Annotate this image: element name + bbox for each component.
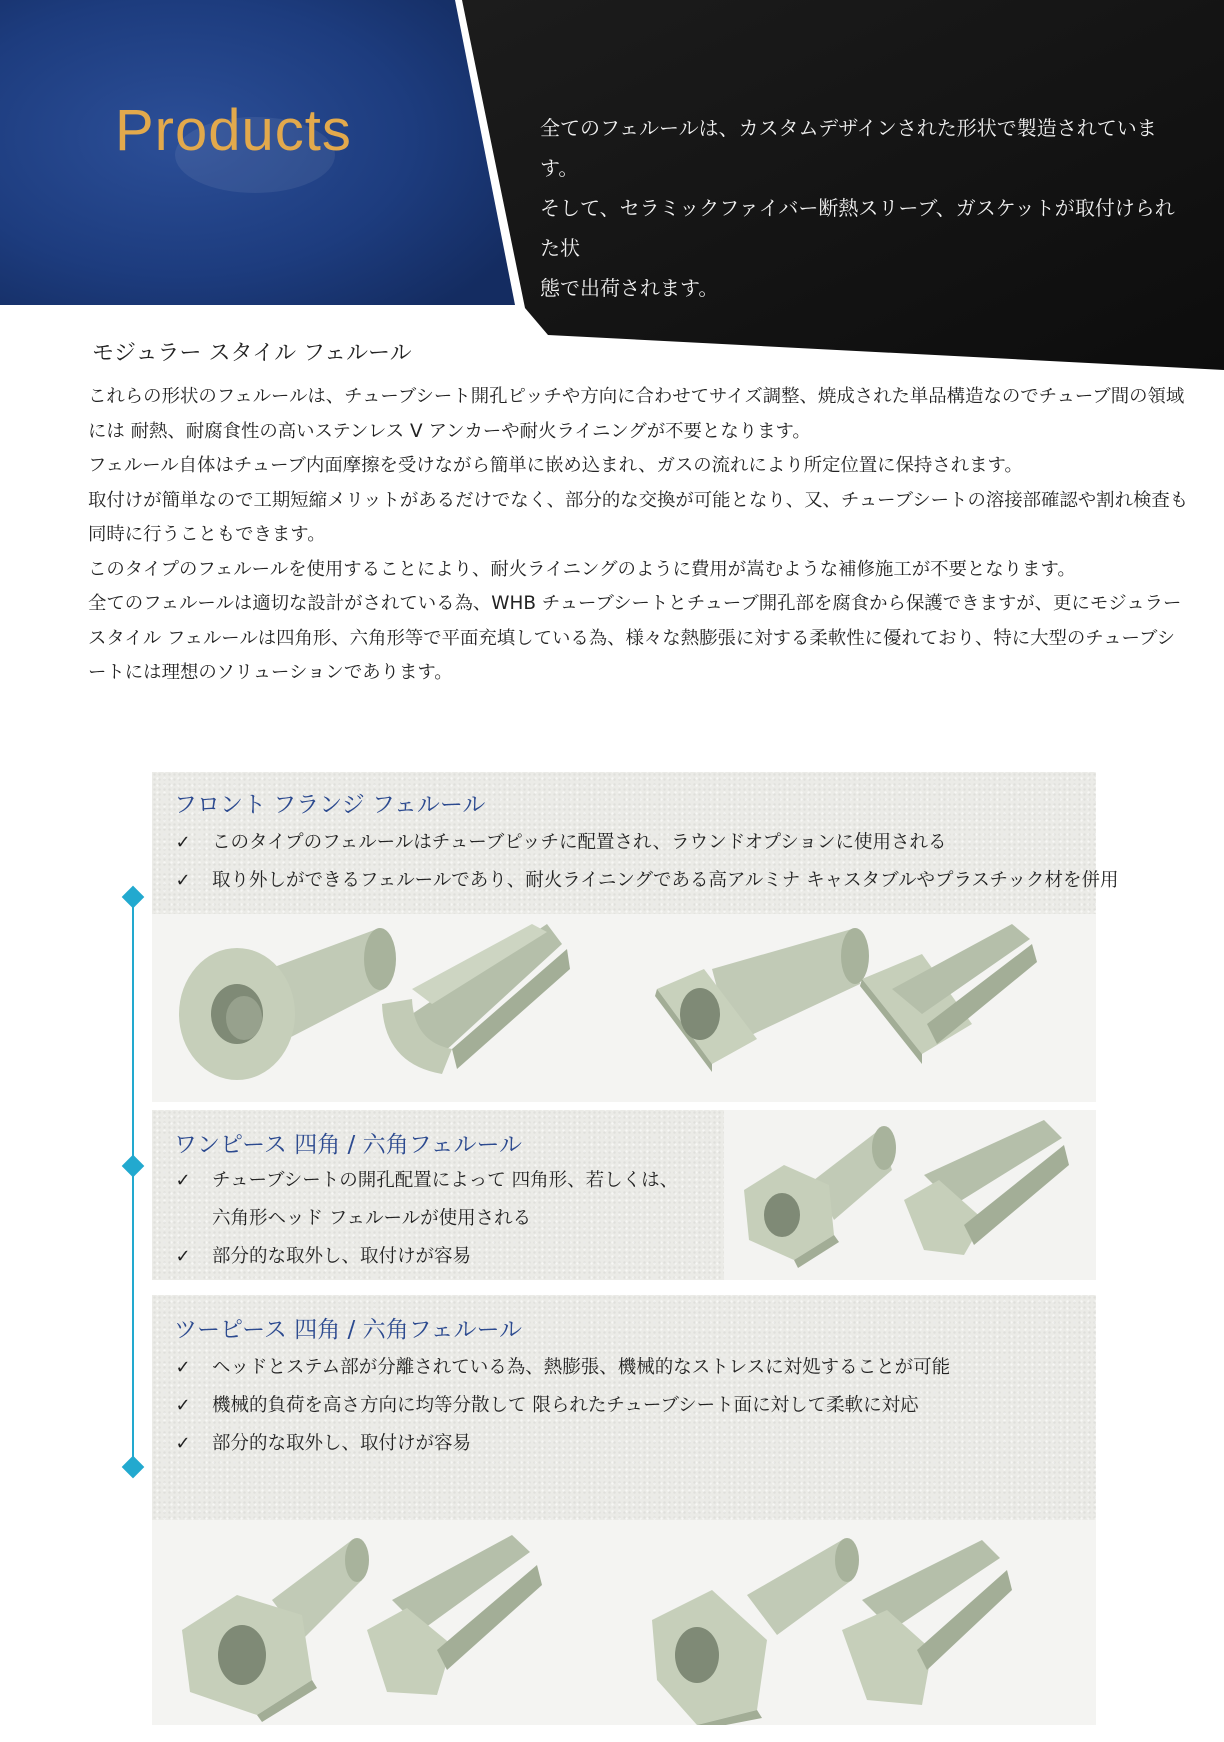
feature-item <box>168 1162 678 1200</box>
timeline-diamond <box>122 1456 145 1479</box>
feature-list <box>168 824 1118 900</box>
feature-text: 部分的な取外し、取付けが容易 <box>212 1433 472 1454</box>
intro-paragraph: これらの形状のフェルールは、チューブシート開孔ピッチや方向に合わせてサイズ調整、焼成された単品構造なのでチューブ間の領域には 耐熱、耐腐食性の高いステンレス V アンカーや耐火ライニングが不要となります。 <box>88 386 1185 442</box>
feature-item <box>168 824 1118 862</box>
one-piece-ferrule-images <box>724 1110 1096 1280</box>
products-title: Products <box>115 98 352 163</box>
two-piece-ferrule-images <box>152 1520 1096 1725</box>
check-icon: ✓ <box>175 1170 191 1191</box>
feature-text: 部分的な取外し、取付けが容易 <box>212 1246 472 1267</box>
intro-paragraph: 全てのフェルールは適切な設計がされている為、WHB チューブシートとチューブ開孔部を腐食から保護できますが、更にモジュラースタイル フェルールは四角形、六角形等で平面充填している為、様々な熱膨張に対する柔軟性に優れており、特に大型のチューブシートには理想のソリューションであります。 <box>88 593 1182 683</box>
feature-item-continuation <box>168 1200 678 1238</box>
intro-text <box>88 380 1193 691</box>
check-icon: ✓ <box>175 832 191 853</box>
check-icon: ✓ <box>175 1395 191 1416</box>
feature-text: チューブシートの開孔配置によって 四角形、若しくは、 <box>212 1170 679 1191</box>
feature-item <box>168 1238 678 1276</box>
feature-text: 機械的負荷を高さ方向に均等分散して 限られたチューブシート面に対して柔軟に対応 <box>212 1395 919 1416</box>
check-icon: ✓ <box>175 870 191 891</box>
header-line: 全てのフェルールは、カスタムデザインされた形状で製造されています。 <box>540 116 1157 180</box>
feature-item <box>168 862 1118 900</box>
header-description <box>540 108 1180 308</box>
timeline-diamond <box>122 886 145 909</box>
panel-front-flange <box>152 772 1119 1102</box>
intro-paragraph: このタイプのフェルールを使用することにより、耐火ライニングのように費用が嵩むような補修施工が不要となります。 <box>88 558 1076 580</box>
header-banner <box>0 0 1224 370</box>
check-icon: ✓ <box>175 1357 191 1378</box>
feature-text: ヘッドとステム部が分離されている為、熱膨張、機械的なストレスに対処することが可能 <box>212 1357 951 1378</box>
feature-list <box>168 1162 678 1276</box>
header-line: そして、セラミックファイバー断熱スリーブ、ガスケットが取付けられた状 <box>540 196 1175 260</box>
check-icon: ✓ <box>175 1246 191 1267</box>
feature-text: 取り外しができるフェルールであり、耐火ライニングである高アルミナ キャスタブルやプラスチック材を併用 <box>212 870 1119 891</box>
header-line: 態で出荷されます。 <box>540 276 719 300</box>
feature-item <box>168 1425 950 1463</box>
intro-paragraph: フェルール自体はチューブ内面摩擦を受けながら簡単に嵌め込まれ、ガスの流れにより所定位置に保持されます。 <box>88 455 1023 476</box>
section-heading: モジュラー スタイル フェルール <box>92 341 412 366</box>
panel-title: ツーピース 四角 / 六角フェルール <box>174 1317 523 1343</box>
feature-list <box>168 1349 950 1463</box>
feature-item <box>168 1387 950 1425</box>
feature-text: 六角形ヘッド フェルールが使用される <box>212 1208 532 1229</box>
panel-title: フロント フランジ フェルール <box>174 792 486 818</box>
panel-one-piece <box>152 1110 1096 1280</box>
timeline-line <box>132 897 134 1467</box>
intro-paragraph: 取付けが簡単なので工期短縮メリットがあるだけでなく、部分的な交換が可能となり、又、チューブシートの溶接部確認や割れ検査も同時に行うこともできます。 <box>88 489 1189 545</box>
timeline-diamond <box>122 1155 145 1178</box>
check-icon: ✓ <box>175 1433 191 1454</box>
feature-text: このタイプのフェルールはチューブピッチに配置され、ラウンドオプションに使用される <box>212 832 947 853</box>
feature-item <box>168 1349 950 1387</box>
panel-title: ワンピース 四角 / 六角フェルール <box>174 1132 523 1158</box>
panel-two-piece <box>152 1295 1096 1725</box>
front-flange-ferrule-images <box>152 914 1096 1102</box>
